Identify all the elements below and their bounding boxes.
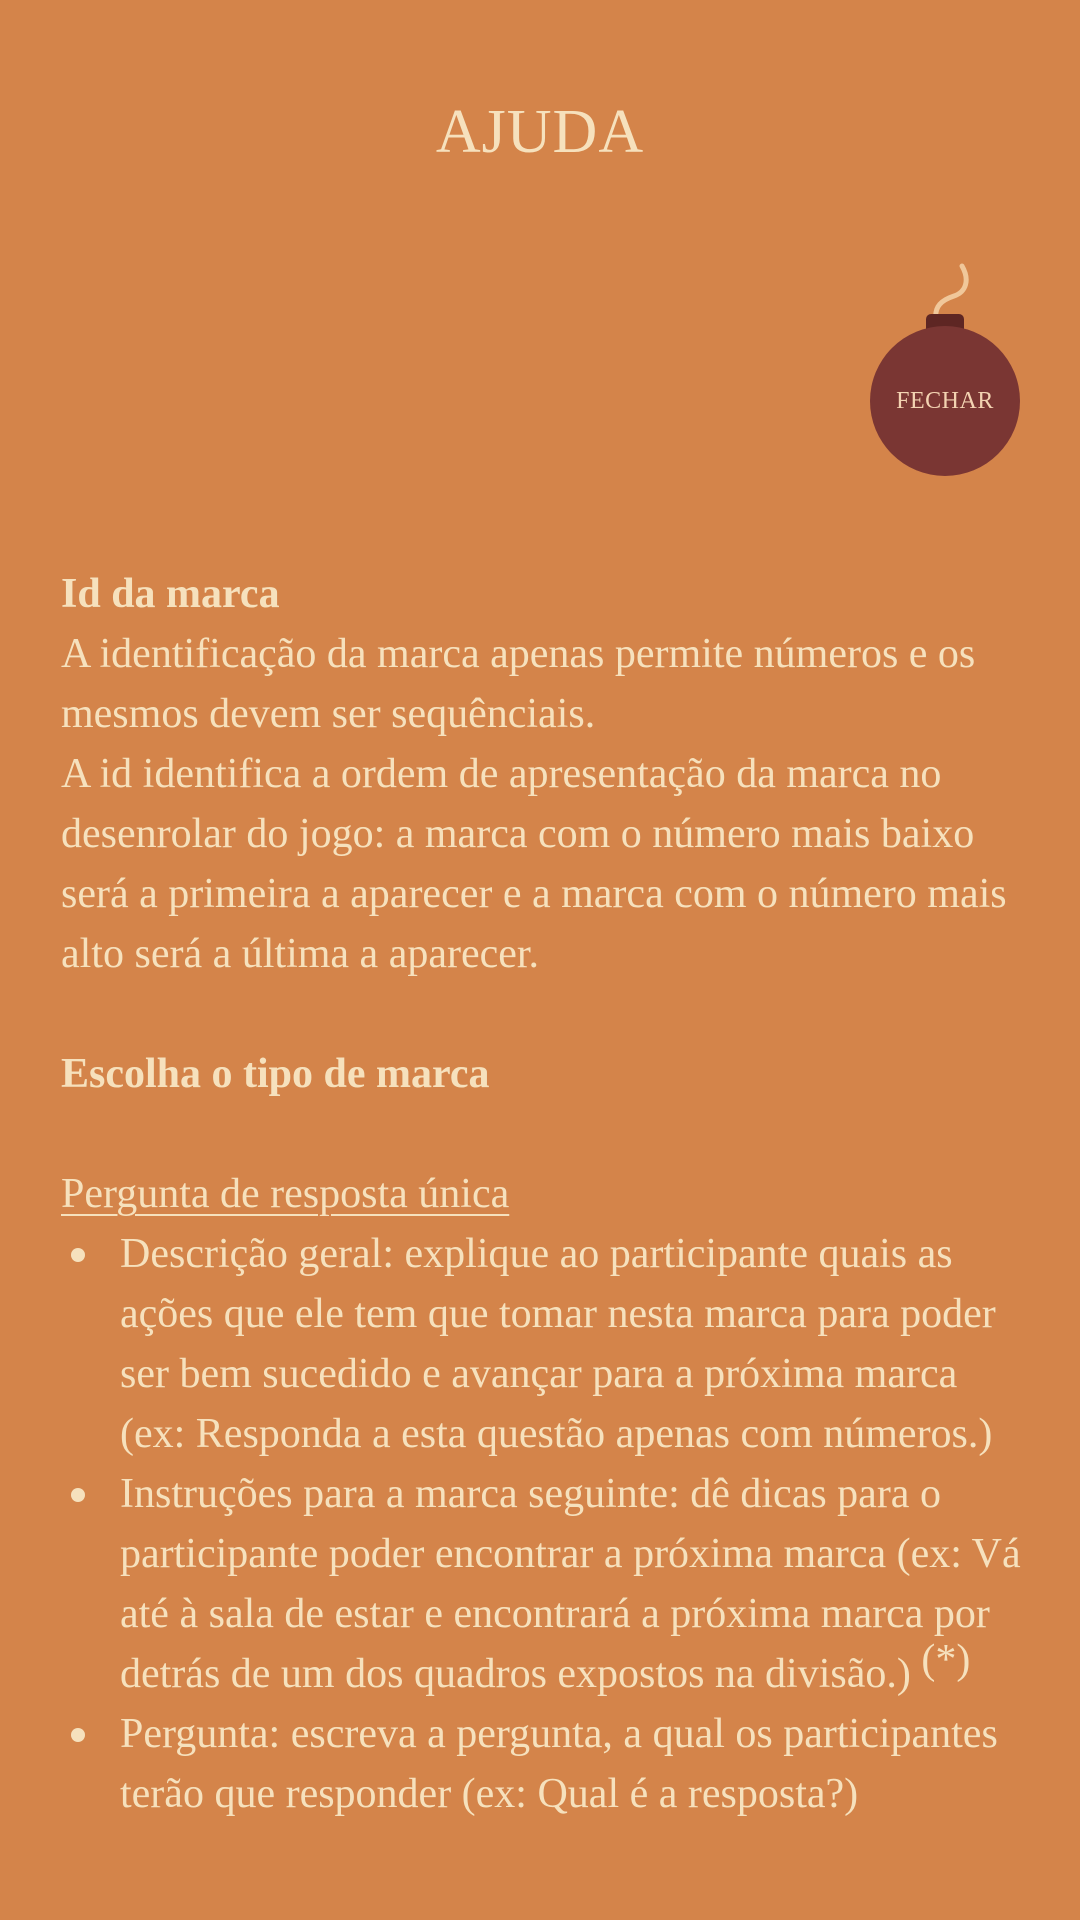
list-item-text: Pergunta: escreva a pergunta, a qual os participantes terão que responder (ex: Qual é a resposta?)	[120, 1711, 998, 1817]
spacer	[61, 1104, 1031, 1164]
spacer	[61, 984, 1031, 1044]
list-item	[61, 1464, 1031, 1704]
list-item	[61, 1224, 1031, 1464]
list-item	[61, 1704, 1031, 1824]
resposta-unica-list	[61, 1224, 1031, 1824]
close-button[interactable]	[868, 262, 1022, 480]
fuse-icon	[928, 262, 988, 322]
close-button-label: FECHAR	[896, 388, 994, 414]
id-marca-paragraph-1: A identificação da marca apenas permite números e os mesmos devem ser sequênciais.	[61, 631, 976, 737]
footnote-marker: (*)	[921, 1637, 971, 1683]
section-heading-tipo-marca: Escolha o tipo de marca	[61, 1051, 490, 1097]
list-item-text: Instruções para a marca seguinte: dê dicas para o participante poder encontrar a próxima marca (ex: Vá até à sala de estar e encontrará a próxima marca por detrás de um dos quadros expostos na divisão.)	[120, 1471, 1021, 1697]
id-marca-paragraph-2: A id identifica a ordem de apresentação da marca no desenrolar do jogo: a marca com o número mais baixo será a primeira a aparecer e a marca com o número mais alto será a última a aparecer.	[61, 751, 1007, 977]
section-heading-id-marca: Id da marca	[61, 571, 280, 617]
page-title: AJUDA	[435, 98, 645, 166]
help-content	[61, 564, 1031, 1824]
list-item-text: Descrição geral: explique ao participante quais as ações que ele tem que tomar nesta marca para poder ser bem sucedido e avançar para a próxima marca (ex: Responda a esta questão apenas com números.)	[120, 1231, 996, 1457]
section-heading-resposta-unica: Pergunta de resposta única	[61, 1171, 510, 1217]
